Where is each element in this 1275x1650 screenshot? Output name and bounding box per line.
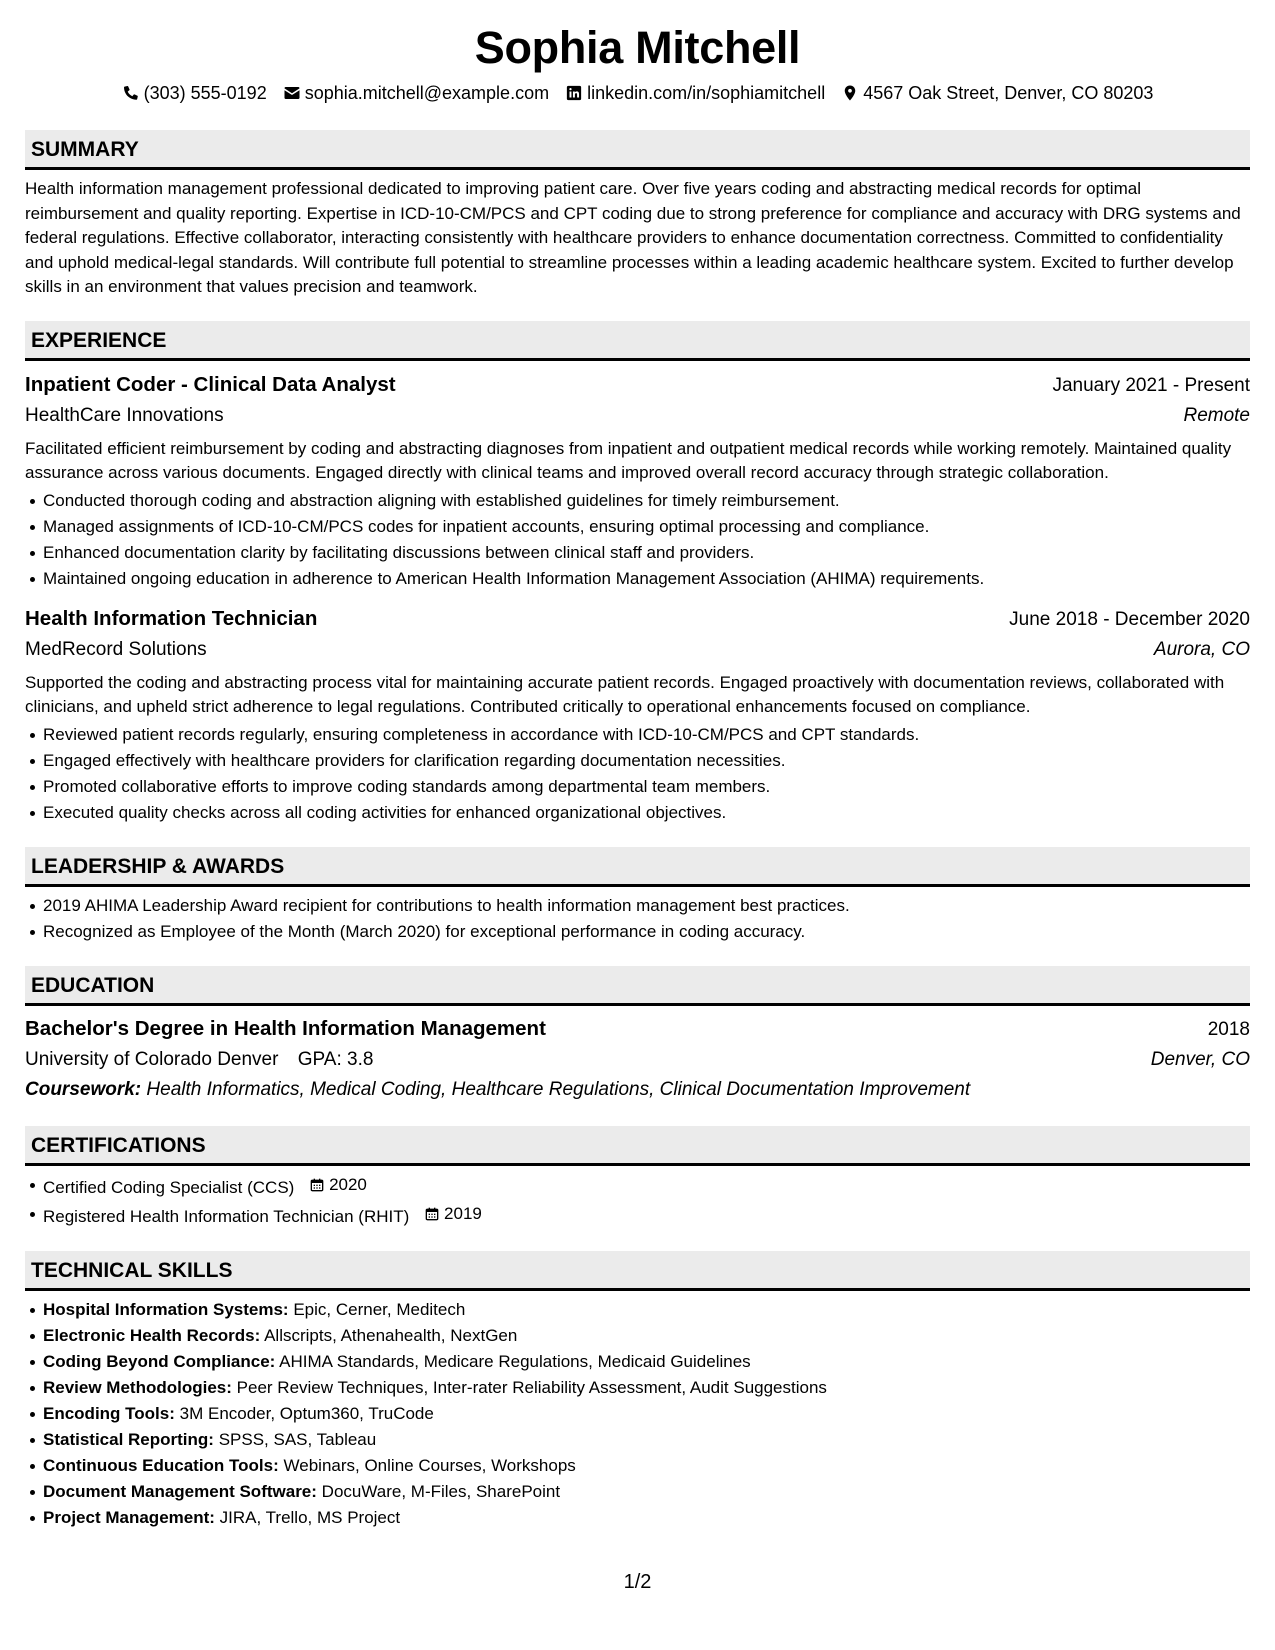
list-item <box>43 1201 1250 1230</box>
list-item <box>43 1453 1250 1479</box>
job-bullets <box>25 488 1250 592</box>
contact-address <box>841 82 1153 104</box>
job-company-row <box>25 401 1250 431</box>
job-company: HealthCare Innovations <box>25 404 224 426</box>
coursework-list: Health Informatics, Medical Coding, Healthcare Regulations, Clinical Documentation Improvement <box>146 1078 971 1100</box>
list-item: 2019 AHIMA Leadership Award recipient for contributions to health information management best practices. <box>43 893 1250 919</box>
section-header-education: EDUCATION <box>25 966 1250 1006</box>
school-line <box>25 1045 373 1075</box>
skill-value: Epic, Cerner, Meditech <box>293 1299 466 1319</box>
job-company-row <box>25 635 1250 665</box>
section-header-experience: EXPERIENCE <box>25 321 1250 361</box>
list-item: Enhanced documentation clarity by facilitating discussions between clinical staff and providers. <box>43 540 1250 566</box>
skill-value: Peer Review Techniques, Inter-rater Reliability Assessment, Audit Suggestions <box>236 1377 827 1397</box>
list-item: Conducted thorough coding and abstraction aligning with established guidelines for timely reimbursement. <box>43 488 1250 514</box>
section-header-skills: TECHNICAL SKILLS <box>25 1251 1250 1291</box>
list-item <box>43 1401 1250 1427</box>
job-dates: June 2018 - December 2020 <box>1009 608 1250 630</box>
section-header-certifications: CERTIFICATIONS <box>25 1126 1250 1166</box>
job-bullets <box>25 722 1250 826</box>
email-link[interactable]: sophia.mitchell@example.com <box>304 83 550 103</box>
list-item: Engaged effectively with healthcare providers for clarification regarding documentation necessities. <box>43 748 1250 774</box>
job-location: Remote <box>1183 404 1250 426</box>
job-title: Inpatient Coder - Clinical Data Analyst <box>25 372 396 396</box>
certification-name: Registered Health Information Technician (RHIT) <box>43 1206 410 1226</box>
linkedin-link[interactable]: linkedin.com/in/sophiamitchell <box>587 83 826 103</box>
list-item <box>43 1349 1250 1375</box>
job-title-row <box>25 370 1250 401</box>
coursework-line <box>25 1075 1250 1105</box>
linkedin-icon <box>565 84 583 102</box>
job-description: Facilitated efficient reimbursement by coding and abstracting diagnoses from inpatient and outpatient medical records while working remotely. Maintained quality assurance across various documents. Engaged directly with clinical teams and improved overall record accuracy through strategic collaboration. <box>25 438 1232 482</box>
job-title-row <box>25 604 1250 635</box>
skill-label: Document Management Software: <box>43 1481 317 1501</box>
list-item: Maintained ongoing education in adherence to American Health Information Management Association (AHIMA) requirements. <box>43 566 1250 592</box>
skill-value: JIRA, Trello, MS Project <box>219 1507 401 1527</box>
certification-year: 2020 <box>329 1174 367 1194</box>
list-item <box>43 1323 1250 1349</box>
certification-date <box>309 1172 367 1198</box>
list-item <box>43 1505 1250 1531</box>
envelope-icon <box>283 84 301 102</box>
map-marker-icon <box>841 84 859 102</box>
job-entry <box>25 370 1250 592</box>
skills-list <box>25 1297 1250 1531</box>
list-item: Promoted collaborative efforts to improve coding standards among departmental team members. <box>43 774 1250 800</box>
job-entry <box>25 604 1250 826</box>
contact-email[interactable] <box>283 82 549 104</box>
phone-number: (303) 555-0192 <box>143 83 267 103</box>
certification-name: Certified Coding Specialist (CCS) <box>43 1177 295 1197</box>
page-number: 1/2 <box>623 1571 652 1593</box>
contact-linkedin[interactable] <box>565 82 825 104</box>
coursework-label: Coursework: <box>25 1078 142 1100</box>
list-item <box>43 1297 1250 1323</box>
section-header-summary: SUMMARY <box>25 130 1250 170</box>
list-item: Managed assignments of ICD-10-CM/PCS codes for inpatient accounts, ensuring optimal processing and compliance. <box>43 514 1250 540</box>
skill-value: Webinars, Online Courses, Workshops <box>283 1455 576 1475</box>
job-title: Health Information Technician <box>25 606 318 630</box>
calendar-icon <box>309 1177 325 1193</box>
gpa: GPA: 3.8 <box>297 1048 374 1070</box>
skill-label: Project Management: <box>43 1507 215 1527</box>
job-dates: January 2021 - Present <box>1052 374 1250 396</box>
skill-label: Coding Beyond Compliance: <box>43 1351 276 1371</box>
skill-label: Review Methodologies: <box>43 1377 232 1397</box>
list-item <box>43 1427 1250 1453</box>
list-item <box>43 1375 1250 1401</box>
skill-value: SPSS, SAS, Tableau <box>218 1429 377 1449</box>
skill-label: Continuous Education Tools: <box>43 1455 279 1475</box>
candidate-name: Sophia Mitchell <box>474 22 801 73</box>
certification-date <box>424 1201 482 1227</box>
contact-phone <box>122 82 267 104</box>
phone-icon <box>122 84 140 102</box>
skill-value: AHIMA Standards, Medicare Regulations, Medicaid Guidelines <box>279 1351 751 1371</box>
calendar-icon <box>424 1206 440 1222</box>
list-item: Executed quality checks across all coding activities for enhanced organizational objectives. <box>43 800 1250 826</box>
school-location: Denver, CO <box>1150 1048 1250 1070</box>
address-text: 4567 Oak Street, Denver, CO 80203 <box>863 83 1154 103</box>
contact-bar <box>25 82 1250 104</box>
school-row <box>25 1045 1250 1075</box>
summary-text: Health information management professional dedicated to improving patient care. Over five years coding and abstracting medical records for optimal reimbursement and quality reporting. Expertise in ICD-10-CM/PCS and CPT coding due to strong preference for compliance and accuracy with DRG systems and federal regulations. Effective collaborator, interacting consistently with healthcare providers to enhance documentation correctness. Committed to confidentiality and uphold medical-legal standards. Will contribute full potential to streamline processes within a leading academic healthcare system. Excited to further develop skills in an environment that values precision and teamwork. <box>25 179 1241 296</box>
degree-row <box>25 1014 1250 1045</box>
skill-label: Encoding Tools: <box>43 1403 175 1423</box>
degree-title: Bachelor's Degree in Health Information Management <box>25 1016 546 1040</box>
school-name: University of Colorado Denver <box>25 1048 279 1070</box>
skill-label: Electronic Health Records: <box>43 1325 261 1345</box>
list-item: Recognized as Employee of the Month (March 2020) for exceptional performance in coding accuracy. <box>43 919 1250 945</box>
job-company: MedRecord Solutions <box>25 638 207 660</box>
job-location: Aurora, CO <box>1153 638 1250 660</box>
skill-label: Statistical Reporting: <box>43 1429 214 1449</box>
skill-value: DocuWare, M-Files, SharePoint <box>321 1481 561 1501</box>
skill-label: Hospital Information Systems: <box>43 1299 289 1319</box>
list-item <box>43 1172 1250 1201</box>
skill-value: Allscripts, Athenahealth, NextGen <box>264 1325 518 1345</box>
skill-value: 3M Encoder, Optum360, TruCode <box>179 1403 434 1423</box>
section-header-leadership: LEADERSHIP & AWARDS <box>25 847 1250 887</box>
list-item: Reviewed patient records regularly, ensuring completeness in accordance with ICD-10-CM/PCS and CPT standards. <box>43 722 1250 748</box>
education-entry <box>25 1014 1250 1105</box>
certification-year: 2019 <box>444 1203 482 1223</box>
graduation-year: 2018 <box>1207 1018 1250 1040</box>
certifications-list <box>25 1172 1250 1230</box>
resume-page <box>25 22 1250 1531</box>
list-item <box>43 1479 1250 1505</box>
job-description: Supported the coding and abstracting process vital for maintaining accurate patient records. Engaged proactively with documentation reviews, collaborated with clinicians, and upheld strict adherence to legal regulations. Contributed critically to operational enhancements focused on compliance. <box>25 672 1225 716</box>
leadership-list <box>25 893 1250 945</box>
